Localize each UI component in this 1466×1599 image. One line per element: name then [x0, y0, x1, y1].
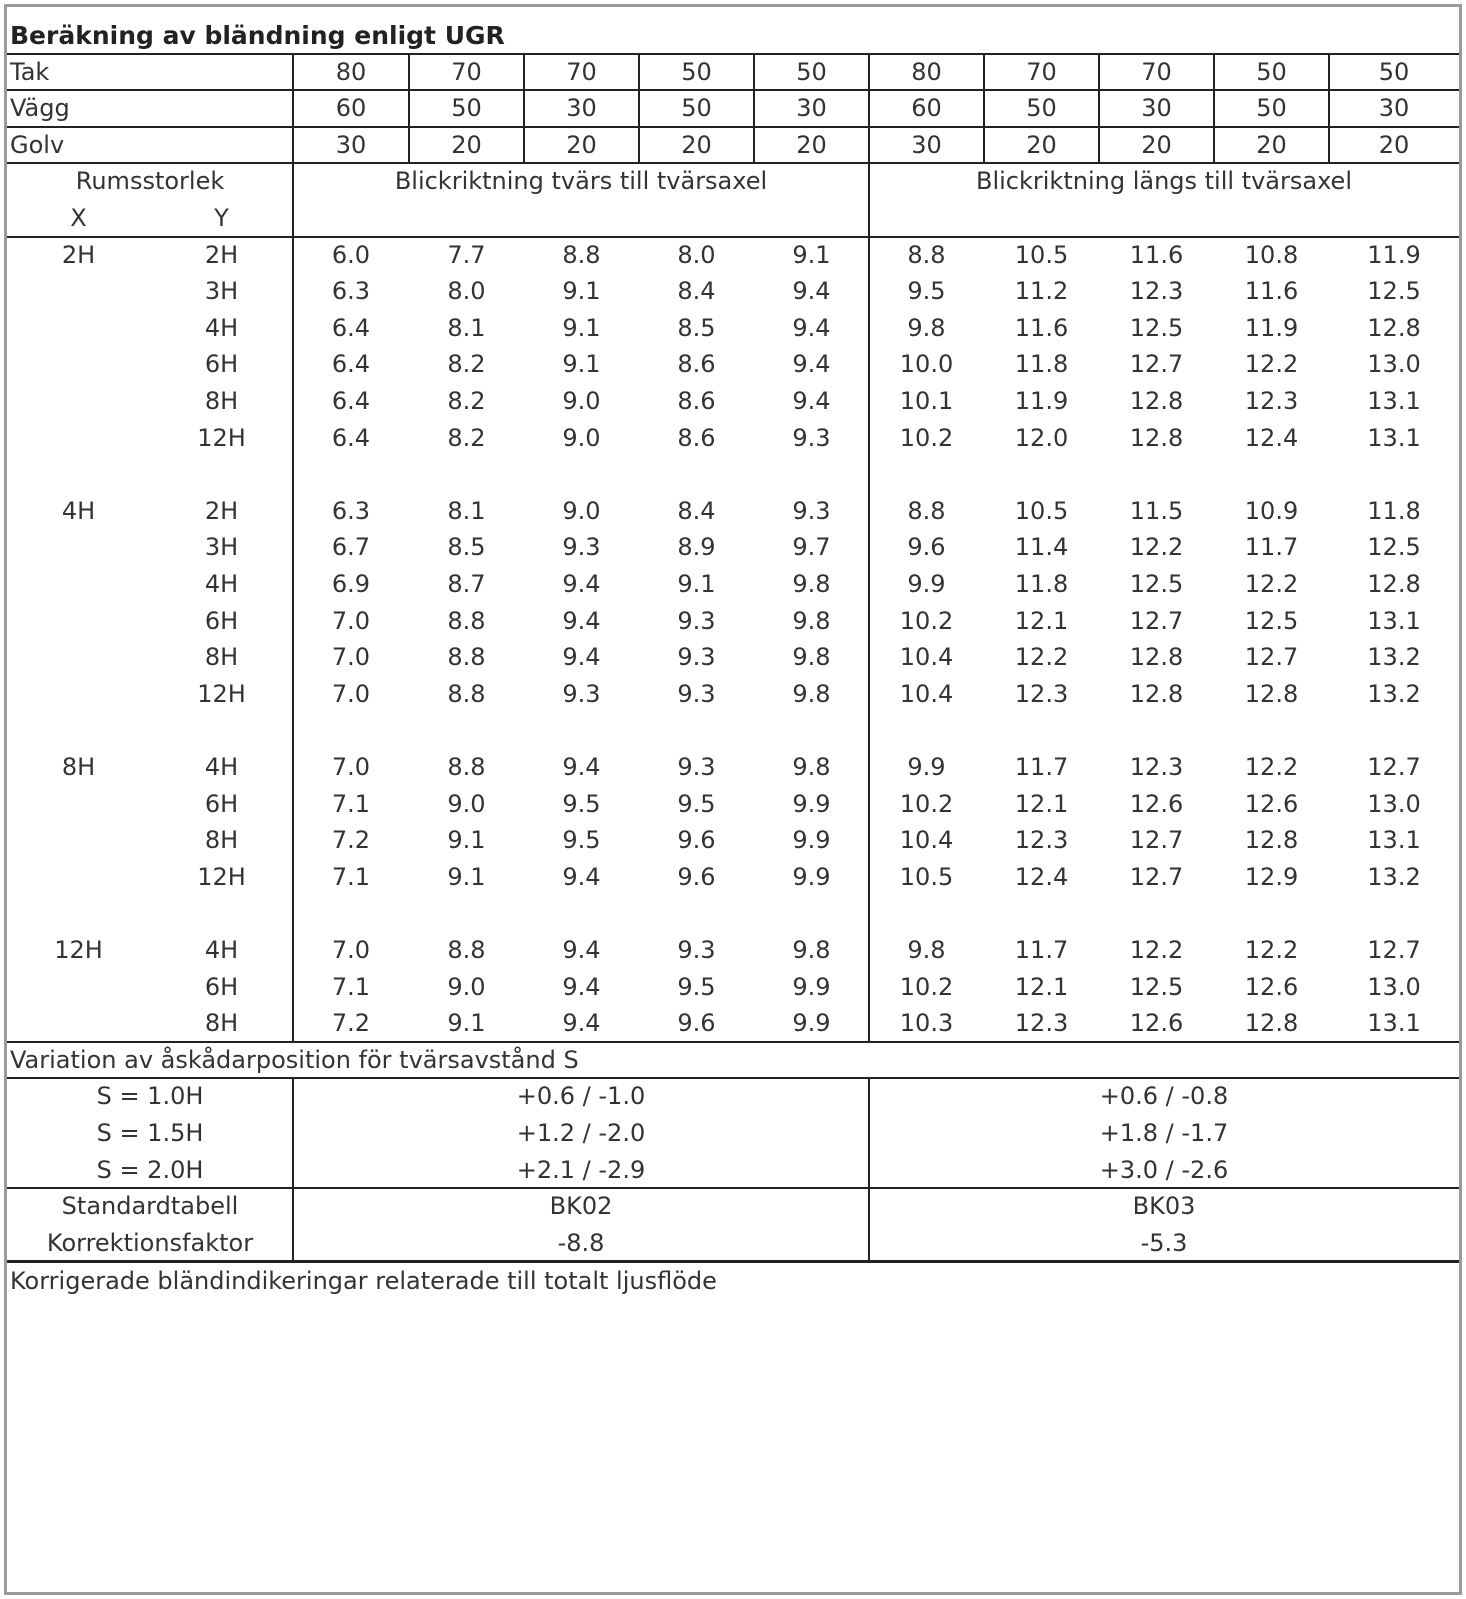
ugr-value: 10.5	[1014, 240, 1069, 269]
ugr-value: 9.8	[792, 570, 831, 598]
reflectance-label: Tak	[10, 57, 50, 86]
ugr-value: 8.5	[677, 313, 716, 342]
column-divider	[868, 163, 870, 1041]
ugr-value: 12.8	[1129, 643, 1184, 672]
ugr-value: 7.1	[331, 862, 371, 891]
reflectance-value: 50	[1256, 94, 1287, 123]
ugr-value: 8.8	[447, 753, 486, 781]
ugr-value: 12.0	[1014, 423, 1069, 452]
ugr-value: 9.4	[562, 1009, 601, 1038]
ugr-value: 8.0	[677, 240, 716, 269]
ugr-value: 11.9	[1014, 387, 1069, 415]
ugr-table	[4, 4, 1462, 1595]
ugr-value: 12.5	[1367, 533, 1421, 562]
ugr-value: 9.5	[907, 277, 946, 306]
ugr-value: 8.8	[907, 496, 946, 525]
room-y-size: 6H	[204, 972, 239, 1001]
ugr-value: 8.8	[447, 606, 486, 635]
ugr-value: 8.7	[447, 570, 486, 598]
ugr-value: 11.5	[1129, 496, 1184, 525]
ugr-value: 9.9	[792, 1009, 831, 1038]
room-x-size: 4H	[61, 496, 96, 525]
room-y-size: 6H	[204, 350, 239, 379]
reflectance-value: 20	[566, 130, 597, 159]
ugr-value: 9.3	[792, 496, 831, 525]
ugr-value: 9.9	[907, 570, 946, 598]
ugr-value: 12.4	[1244, 423, 1299, 452]
variation-label: Variation av åskådarposition för tvärsavstånd S	[10, 1045, 579, 1074]
ugr-value: 12.5	[1244, 606, 1299, 635]
ugr-value: 12.8	[1129, 423, 1184, 452]
room-y-size: 12H	[197, 862, 246, 891]
ugr-value: 9.8	[907, 313, 946, 342]
ugr-value: 9.5	[562, 789, 601, 818]
reflectance-value: 50	[796, 57, 827, 86]
ugr-value: 11.8	[1014, 570, 1069, 598]
ugr-value: 9.6	[907, 533, 946, 562]
ugr-value: 12.1	[1014, 972, 1069, 1001]
ugr-value: 9.1	[562, 313, 601, 342]
ugr-value: 10.4	[899, 826, 954, 855]
ugr-value: 6.3	[331, 277, 371, 306]
ugr-value: 10.4	[899, 679, 954, 708]
ugr-value: 6.9	[331, 570, 371, 598]
ugr-value: 8.0	[447, 277, 486, 306]
reflectance-label: Vägg	[10, 94, 70, 123]
ugr-value: 9.3	[677, 643, 716, 672]
ugr-value: 8.6	[677, 423, 716, 452]
ugr-value: 9.3	[562, 679, 601, 708]
ugr-value: 9.3	[677, 606, 716, 635]
ugr-value: 9.6	[677, 826, 716, 855]
room-y-size: 3H	[204, 277, 239, 306]
column-divider	[523, 54, 525, 164]
ugr-value: 9.0	[447, 972, 486, 1001]
reflectance-value: 50	[681, 57, 712, 86]
ugr-value: 9.0	[562, 496, 601, 525]
ugr-value: 13.0	[1367, 350, 1421, 379]
ugr-value: 6.3	[331, 496, 371, 525]
ugr-value: 6.4	[331, 350, 371, 379]
reflectance-value: 30	[335, 130, 367, 159]
room-y-size: 8H	[204, 643, 239, 672]
ugr-value: 8.2	[447, 350, 486, 379]
column-divider	[753, 54, 755, 164]
reflectance-value: 60	[335, 94, 367, 123]
ugr-value: 10.5	[899, 862, 954, 891]
reflectance-value: 80	[911, 57, 942, 86]
ugr-value: 9.9	[792, 826, 831, 855]
ugr-value: 9.0	[562, 387, 601, 415]
ugr-value: 12.5	[1367, 277, 1421, 306]
ugr-value: 10.9	[1244, 496, 1299, 525]
ugr-value: 9.1	[447, 862, 486, 891]
column-divider	[292, 1078, 294, 1261]
ugr-value: 8.4	[677, 496, 716, 525]
ugr-value: 9.8	[792, 753, 831, 781]
variation-crosswise: +0.6 / -1.0	[516, 1082, 646, 1111]
ugr-value: 8.6	[677, 387, 716, 415]
ugr-value: 10.4	[899, 643, 954, 672]
ugr-value: 7.0	[331, 753, 371, 781]
ugr-value: 11.9	[1367, 240, 1421, 269]
standard-table-crosswise: BK02	[549, 1192, 613, 1221]
ugr-value: 13.0	[1367, 972, 1421, 1001]
ugr-value: 9.4	[562, 972, 601, 1001]
ugr-value: 8.9	[677, 533, 716, 562]
ugr-value: 9.5	[677, 789, 716, 818]
ugr-value: 12.5	[1129, 972, 1184, 1001]
ugr-value: 7.1	[331, 972, 371, 1001]
column-divider	[1328, 54, 1330, 164]
ugr-value: 9.8	[907, 936, 946, 964]
ugr-value: 9.9	[792, 862, 831, 891]
reflectance-value: 30	[911, 130, 942, 159]
reflectance-value: 20	[1141, 130, 1172, 159]
reflectance-value: 20	[451, 130, 482, 159]
ugr-value: 12.3	[1014, 679, 1069, 708]
y-column-label: Y	[214, 204, 229, 232]
reflectance-value: 30	[796, 94, 827, 123]
room-y-size: 3H	[204, 533, 239, 562]
ugr-value: 8.4	[677, 277, 716, 306]
column-divider	[868, 54, 870, 164]
room-y-size: 4H	[204, 313, 239, 342]
ugr-value: 11.4	[1014, 533, 1069, 562]
ugr-value: 9.0	[447, 789, 486, 818]
ugr-value: 9.5	[677, 972, 716, 1001]
variation-crosswise: +2.1 / -2.9	[516, 1155, 646, 1184]
ugr-value: 9.4	[792, 387, 831, 415]
ugr-value: 12.6	[1244, 972, 1299, 1001]
ugr-value: 12.3	[1129, 753, 1184, 781]
ugr-value: 12.1	[1014, 789, 1069, 818]
ugr-value: 12.9	[1244, 862, 1299, 891]
variation-lengthwise: +1.8 / -1.7	[1099, 1119, 1229, 1147]
ugr-value: 6.4	[331, 387, 371, 415]
reflectance-value: 50	[681, 94, 712, 123]
ugr-value: 12.8	[1367, 313, 1421, 342]
ugr-value: 7.0	[331, 606, 371, 635]
ugr-value: 11.9	[1244, 313, 1299, 342]
ugr-value: 8.1	[447, 496, 486, 525]
room-size-label: Rumsstorlek	[75, 167, 225, 196]
ugr-value: 7.0	[331, 679, 371, 708]
column-divider	[292, 54, 294, 164]
reflectance-value: 50	[1378, 57, 1410, 86]
ugr-value: 9.4	[562, 570, 601, 598]
ugr-value: 10.2	[899, 606, 954, 635]
reflectance-value: 20	[681, 130, 712, 159]
ugr-value: 11.6	[1244, 277, 1299, 306]
ugr-value: 9.6	[677, 862, 716, 891]
ugr-value: 12.2	[1244, 753, 1299, 781]
ugr-value: 11.6	[1129, 240, 1184, 269]
ugr-value: 9.8	[792, 643, 831, 672]
ugr-value: 9.3	[677, 679, 716, 708]
ugr-value: 8.6	[677, 350, 716, 379]
ugr-value: 7.0	[331, 643, 371, 672]
ugr-value: 10.2	[899, 972, 954, 1001]
reflectance-value: 70	[1141, 57, 1172, 86]
ugr-value: 8.8	[447, 936, 486, 964]
ugr-value: 12.8	[1129, 679, 1184, 708]
ugr-value: 8.1	[447, 313, 486, 342]
ugr-value: 9.4	[562, 643, 601, 672]
ugr-value: 12.2	[1129, 533, 1184, 562]
room-y-size: 2H	[204, 240, 239, 269]
ugr-value: 6.4	[331, 313, 371, 342]
ugr-value: 12.2	[1244, 936, 1299, 964]
column-divider	[292, 163, 294, 1041]
ugr-value: 13.1	[1367, 423, 1421, 452]
room-y-size: 6H	[204, 789, 239, 818]
reflectance-value: 20	[1026, 130, 1057, 159]
reflectance-value: 50	[451, 94, 482, 123]
ugr-value: 12.3	[1244, 387, 1299, 415]
ugr-value: 12.8	[1129, 387, 1184, 415]
correction-label: Korrektionsfaktor	[46, 1228, 254, 1257]
ugr-value: 11.7	[1014, 753, 1069, 781]
ugr-value: 9.3	[562, 533, 601, 562]
ugr-value: 13.1	[1367, 387, 1421, 415]
reflectance-value: 20	[1378, 130, 1410, 159]
ugr-value: 12.4	[1014, 862, 1069, 891]
ugr-value: 12.2	[1244, 570, 1299, 598]
room-y-size: 8H	[204, 826, 239, 855]
ugr-value: 12.2	[1129, 936, 1184, 964]
ugr-value: 12.7	[1129, 826, 1184, 855]
room-y-size: 8H	[204, 387, 239, 415]
ugr-value: 12.8	[1244, 826, 1299, 855]
column-divider	[1098, 54, 1100, 164]
ugr-value: 12.5	[1129, 570, 1184, 598]
lengthwise-header: Blickriktning längs till tvärsaxel	[976, 167, 1352, 196]
ugr-value: 9.9	[792, 972, 831, 1001]
room-y-size: 8H	[204, 1009, 239, 1038]
ugr-value: 12.3	[1129, 277, 1184, 306]
reflectance-value: 70	[566, 57, 597, 86]
crosswise-header: Blickriktning tvärs till tvärsaxel	[394, 167, 768, 196]
ugr-value: 12.8	[1367, 570, 1421, 598]
ugr-value: 12.5	[1129, 313, 1184, 342]
ugr-value: 12.7	[1244, 643, 1299, 672]
column-divider	[408, 54, 410, 164]
standard-table-lengthwise: BK03	[1132, 1192, 1196, 1221]
room-x-size: 2H	[61, 240, 96, 269]
ugr-value: 11.7	[1244, 533, 1299, 562]
ugr-value: 7.0	[331, 936, 371, 964]
ugr-value: 12.8	[1244, 1009, 1299, 1038]
ugr-value: 9.4	[792, 350, 831, 379]
ugr-value: 8.5	[447, 533, 486, 562]
standard-table-label: Standardtabell	[61, 1192, 239, 1221]
ugr-value: 9.4	[562, 753, 601, 781]
variation-spacing: S = 1.5H	[96, 1119, 204, 1147]
ugr-value: 7.2	[331, 826, 371, 855]
ugr-value: 9.8	[792, 606, 831, 635]
ugr-value: 11.6	[1014, 313, 1069, 342]
ugr-value: 8.8	[907, 240, 946, 269]
ugr-value: 9.7	[792, 533, 831, 562]
ugr-value: 9.3	[677, 753, 716, 781]
reflectance-value: 70	[1026, 57, 1057, 86]
ugr-value: 12.6	[1129, 789, 1184, 818]
reflectance-value: 60	[911, 94, 942, 123]
ugr-value: 13.0	[1367, 789, 1421, 818]
ugr-value: 12.7	[1129, 606, 1184, 635]
ugr-value: 12.7	[1367, 753, 1421, 781]
ugr-value: 7.7	[447, 240, 486, 269]
ugr-value: 8.2	[447, 423, 486, 452]
ugr-value: 9.8	[792, 679, 831, 708]
ugr-value: 12.7	[1367, 936, 1421, 964]
ugr-value: 9.3	[792, 423, 831, 452]
correction-lengthwise: -5.3	[1140, 1228, 1188, 1257]
ugr-value: 8.2	[447, 387, 486, 415]
reflectance-value: 30	[566, 94, 597, 123]
ugr-value: 12.2	[1014, 643, 1069, 672]
ugr-value: 9.1	[677, 570, 716, 598]
ugr-value: 13.1	[1367, 1009, 1421, 1038]
room-y-size: 6H	[204, 606, 239, 635]
reflectance-value: 50	[1256, 57, 1287, 86]
ugr-value: 9.9	[907, 753, 946, 781]
room-y-size: 4H	[204, 753, 239, 781]
variation-spacing: S = 2.0H	[96, 1155, 204, 1184]
room-y-size: 2H	[204, 496, 239, 525]
ugr-value: 9.3	[677, 936, 716, 964]
variation-crosswise: +1.2 / -2.0	[516, 1119, 646, 1147]
ugr-value: 12.3	[1014, 1009, 1069, 1038]
column-divider	[983, 54, 985, 164]
room-y-size: 12H	[197, 679, 246, 708]
ugr-value: 7.1	[331, 789, 371, 818]
ugr-value: 11.8	[1367, 496, 1421, 525]
ugr-value: 9.9	[792, 789, 831, 818]
ugr-value: 10.2	[899, 423, 954, 452]
ugr-value: 10.8	[1244, 240, 1299, 269]
ugr-value: 12.7	[1129, 862, 1184, 891]
ugr-value: 9.4	[562, 606, 601, 635]
ugr-value: 10.5	[1014, 496, 1069, 525]
variation-lengthwise: +3.0 / -2.6	[1099, 1155, 1229, 1184]
ugr-value: 7.2	[331, 1009, 371, 1038]
ugr-value: 12.2	[1244, 350, 1299, 379]
ugr-value: 13.2	[1367, 679, 1421, 708]
reflectance-value: 30	[1378, 94, 1410, 123]
ugr-value: 6.7	[331, 533, 371, 562]
column-divider	[868, 1078, 870, 1261]
ugr-value: 9.4	[792, 277, 831, 306]
ugr-value: 9.4	[562, 936, 601, 964]
ugr-value: 12.6	[1129, 1009, 1184, 1038]
ugr-value: 12.8	[1244, 679, 1299, 708]
ugr-value: 10.0	[899, 350, 954, 379]
ugr-value: 6.4	[331, 423, 371, 452]
reflectance-value: 80	[335, 57, 367, 86]
ugr-value: 9.1	[562, 277, 601, 306]
ugr-value: 8.8	[447, 679, 486, 708]
ugr-value: 11.7	[1014, 936, 1069, 964]
ugr-value: 9.1	[562, 350, 601, 379]
ugr-value: 9.4	[792, 313, 831, 342]
ugr-value: 10.2	[899, 789, 954, 818]
reflectance-label: Golv	[10, 130, 65, 159]
ugr-value: 9.4	[562, 862, 601, 891]
ugr-value: 12.3	[1014, 826, 1069, 855]
ugr-value: 9.0	[562, 423, 601, 452]
column-divider	[638, 54, 640, 164]
reflectance-value: 20	[1256, 130, 1287, 159]
ugr-value: 8.8	[562, 240, 601, 269]
room-x-size: 8H	[61, 753, 96, 781]
variation-lengthwise: +0.6 / -0.8	[1099, 1082, 1229, 1111]
ugr-value: 12.6	[1244, 789, 1299, 818]
ugr-value: 13.1	[1367, 826, 1421, 855]
ugr-value: 9.1	[792, 240, 831, 269]
ugr-value: 10.1	[899, 387, 954, 415]
room-y-size: 12H	[197, 423, 246, 452]
reflectance-value: 20	[796, 130, 827, 159]
ugr-value: 12.1	[1014, 606, 1069, 635]
ugr-value: 10.3	[899, 1009, 954, 1038]
room-x-size: 12H	[54, 936, 103, 964]
ugr-value: 9.6	[677, 1009, 716, 1038]
ugr-value: 6.0	[331, 240, 371, 269]
ugr-value: 9.5	[562, 826, 601, 855]
table-title: Beräkning av bländning enligt UGR	[10, 21, 505, 50]
footer-note: Korrigerade bländindikeringar relaterade till totalt ljusflöde	[10, 1267, 717, 1296]
ugr-value: 13.1	[1367, 606, 1421, 635]
ugr-value: 12.7	[1129, 350, 1184, 379]
correction-crosswise: -8.8	[557, 1228, 605, 1257]
ugr-value: 9.1	[447, 826, 486, 855]
room-y-size: 4H	[204, 570, 239, 598]
variation-spacing: S = 1.0H	[96, 1082, 204, 1111]
ugr-value: 11.2	[1014, 277, 1069, 306]
reflectance-value: 50	[1026, 94, 1057, 123]
ugr-value: 8.8	[447, 643, 486, 672]
ugr-value: 13.2	[1367, 862, 1421, 891]
ugr-value: 11.8	[1014, 350, 1069, 379]
reflectance-value: 30	[1141, 94, 1172, 123]
ugr-value: 9.1	[447, 1009, 486, 1038]
ugr-value: 13.2	[1367, 643, 1421, 672]
column-divider	[1213, 54, 1215, 164]
reflectance-value: 70	[451, 57, 482, 86]
x-column-label: X	[70, 204, 87, 232]
ugr-value: 9.8	[792, 936, 831, 964]
room-y-size: 4H	[204, 936, 239, 964]
